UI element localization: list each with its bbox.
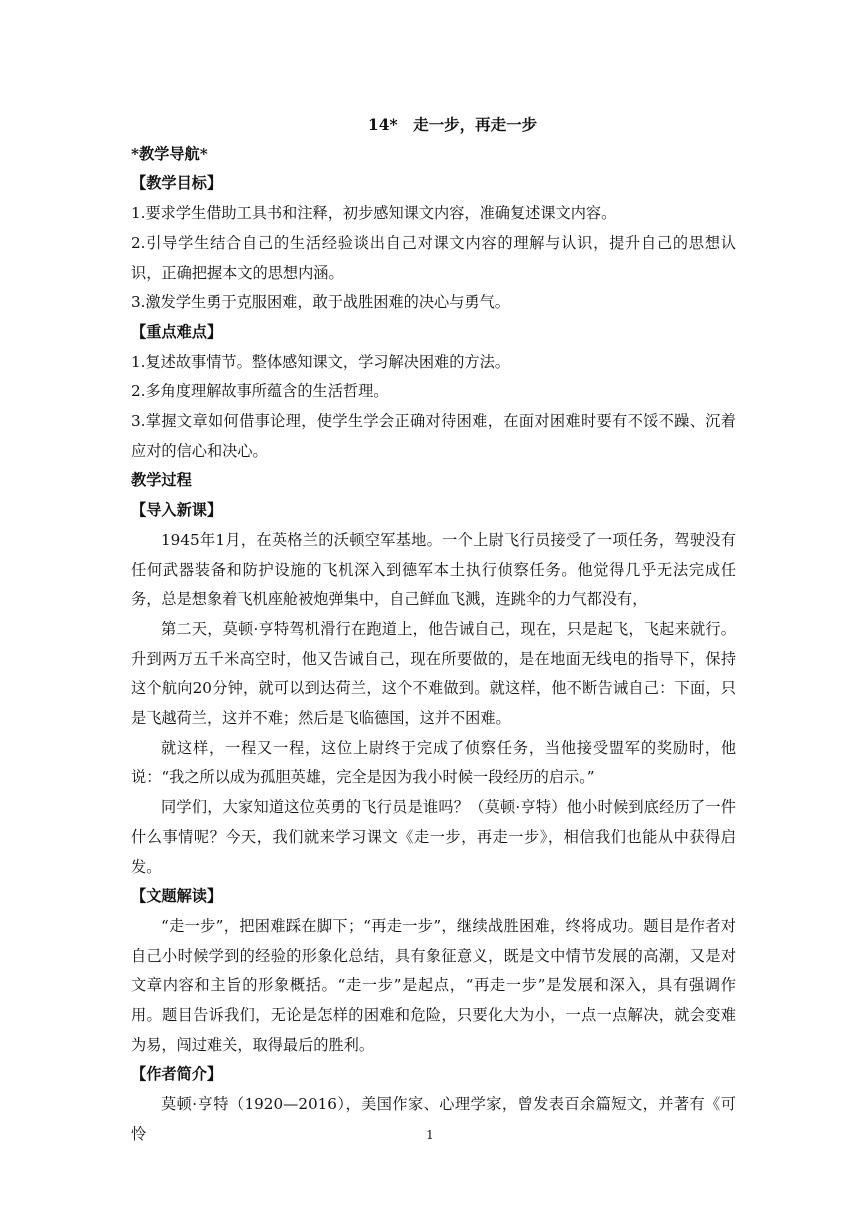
key-point-item: 1.复述故事情节。整体感知课文，学习解决困难的方法。 (131, 352, 510, 371)
intro-paragraph: 就这样，一程又一程，这位上尉终于完成了侦察任务，当他接受盟军的奖励时，他说：“我之所以成为孤胆英雄，完全是因为我小时候一段经历的启示。” (131, 738, 736, 787)
author-paragraph: 莫顿·亨特（1920—2016），美国作家、心理学家，曾发表百余篇短文，并著有《可怜 (131, 1095, 736, 1143)
objective-item: 3.激发学生勇于克服困难，敢于战胜困难的决心与勇气。 (131, 293, 510, 312)
document-body (131, 110, 736, 1150)
key-point-item: 3.掌握文章如何借事论理，使学生学会正确对待困难，在面对困难时要有不馁不躁、沉着应对的信心和决心。 (131, 412, 736, 460)
title-interpretation-paragraph: “走一步”，把困难踩在脚下；“再走一步”，继续战胜困难，终将成功。题目是作者对自己小时候学到的经验的形象化总结，具有象征意义，既是文中情节发展的高潮，又是对文章内容和主旨的形象概括。“走一步”是起点，“再走一步”是发展和深入，具有强调作用。题目告诉我们，无论是怎样的困难和危险，只要化大为小，一点一点解决，就会变难为易，闯过难关，取得最后的胜利。 (131, 916, 736, 1054)
author-heading: 【作者简介】 (131, 1065, 223, 1084)
intro-paragraph: 同学们，大家知道这位英勇的飞行员是谁吗？（莫顿·亨特）他小时候到底经历了一件什么事情呢？今天，我们就来学习课文《走一步，再走一步》，相信我们也能从中获得启发。 (131, 798, 736, 876)
page-number: 1 (426, 1128, 434, 1142)
intro-paragraph: 1945年1月，在英格兰的沃顿空军基地。一个上尉飞行员接受了一项任务，驾驶没有任何武器装备和防护设施的飞机深入到德军本土执行侦察任务。他觉得几乎无法完成任务，总是想象着飞机座舱被炮弹集中，自己鲜血飞溅，连跳伞的力气都没有， (131, 530, 736, 609)
intro-heading: 【导入新课】 (131, 501, 223, 520)
process-heading: 教学过程 (131, 471, 192, 490)
intro-paragraph: 第二天，莫顿·亨特驾机滑行在跑道上，他告诫自己，现在，只是起飞，飞起来就行。升到两万五千米高空时，他又告诫自己，现在所要做的，是在地面无线电的指导下，保持这个航向20分钟，就可以到达荷兰，这个不难做到。就这样，他不断告诫自己：下面，只是飞越荷兰，这并不难；然后是飞临德国，这并不困难。 (131, 619, 736, 728)
objective-item: 2.引导学生结合自己的生活经验谈出自己对课文内容的理解与认识，提升自己的思想认识，正确把握本文的思想内涵。 (131, 233, 736, 282)
nav-heading: *教学导航* (131, 144, 208, 163)
page-title: 14* 走一步，再走一步 (367, 115, 538, 134)
key-points-heading: 【重点难点】 (131, 322, 223, 341)
objectives-heading: 【教学目标】 (131, 174, 223, 193)
objective-item: 1.要求学生借助工具书和注释，初步感知课文内容，准确复述课文内容。 (131, 204, 617, 223)
key-point-item: 2.多角度理解故事所蕴含的生活哲理。 (131, 382, 389, 401)
title-interpretation-heading: 【文题解读】 (131, 887, 223, 906)
